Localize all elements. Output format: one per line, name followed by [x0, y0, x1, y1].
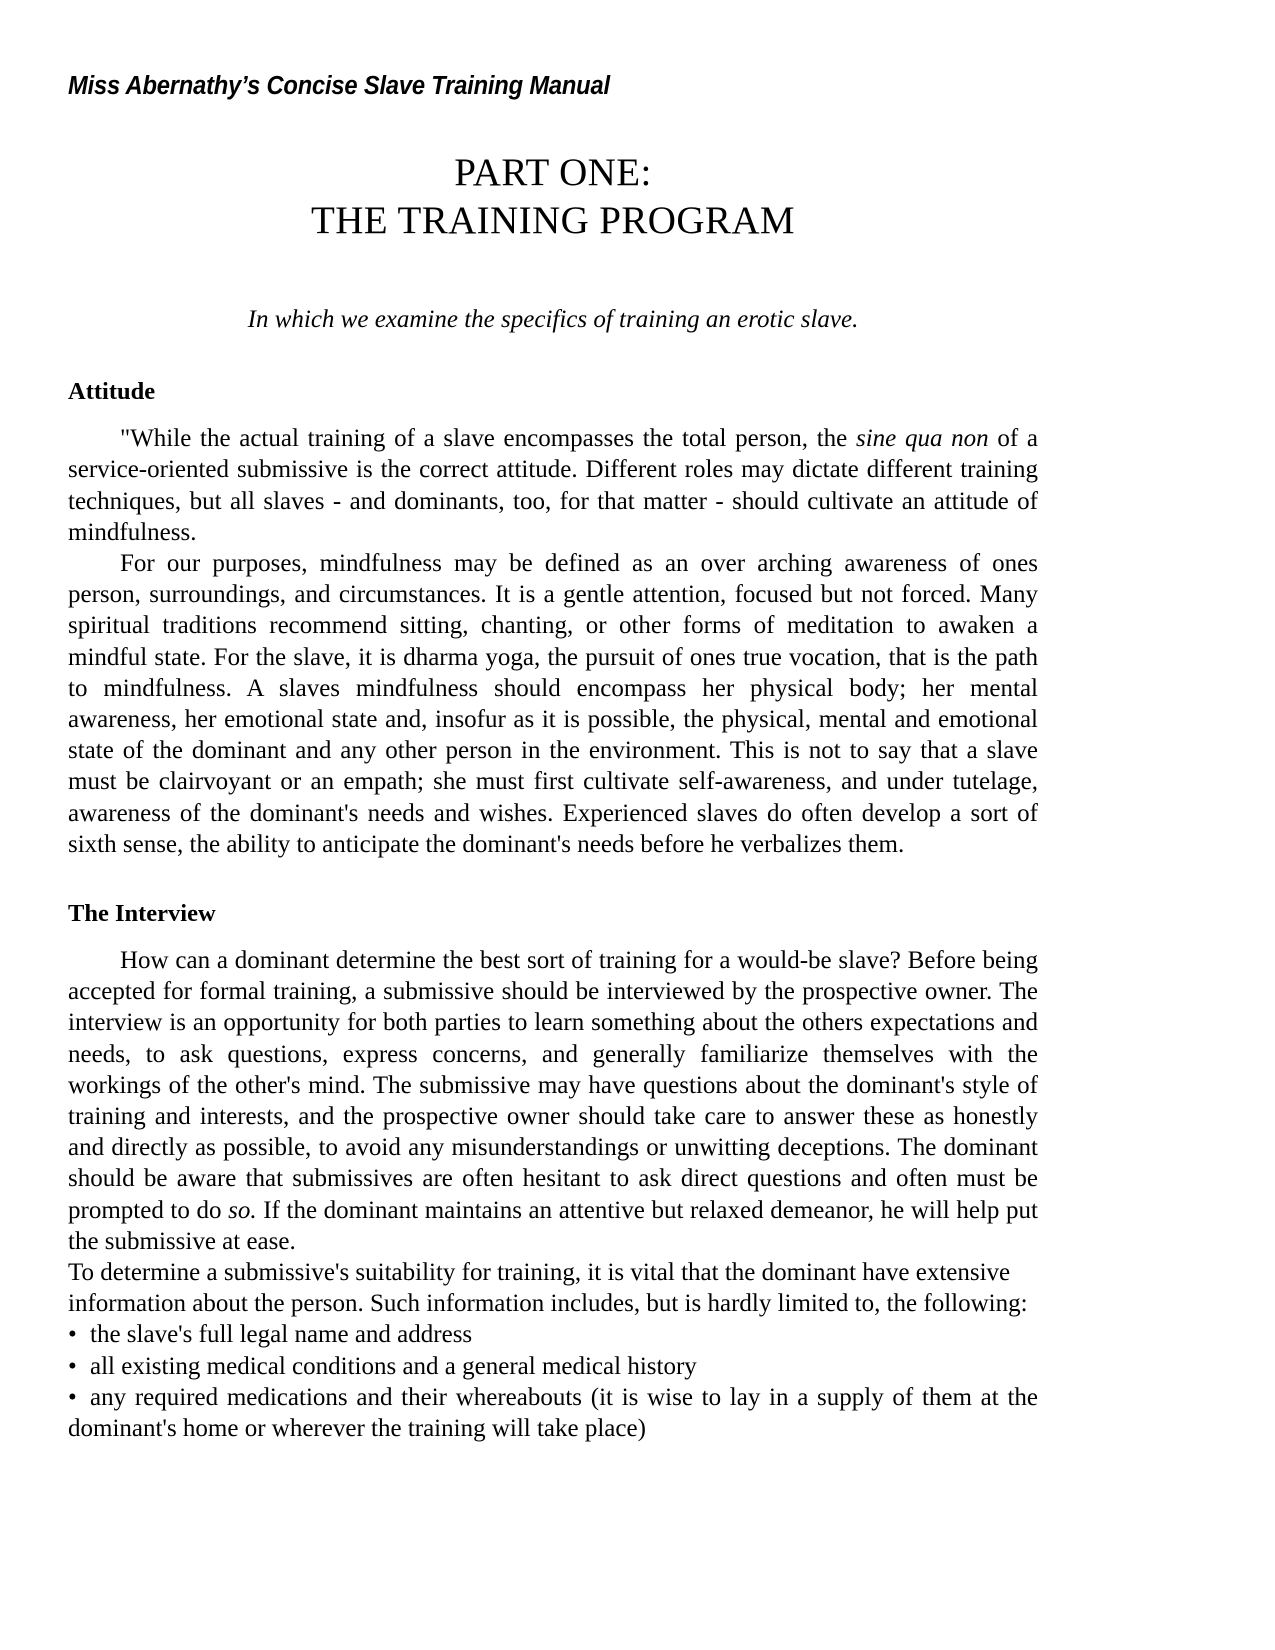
section-body-attitude	[68, 423, 1038, 860]
part-subtitle: In which we examine the specifics of training an erotic slave.	[247, 306, 859, 334]
list-item-label: any required medications and their whereabouts (it is wise to lay in a supply of them at the dominant's home or wherever the training will take place)	[68, 1383, 1038, 1443]
list-item	[68, 1382, 1038, 1444]
list-item-label: all existing medical conditions and a general medical history	[90, 1352, 697, 1380]
list-item	[68, 1351, 1038, 1382]
page-content	[68, 0, 1038, 1444]
paragraph: How can a dominant determine the best sort of training for a would-be slave? Before being accepted for formal training, a submissive should be interviewed by the prospective owner. The interview is an opportunity for both parties to learn something about the others expectations and needs, to ask questions, express concerns, and generally familiarize themselves with the workings of the other's mind. The submissive may have questions about the dominant's style of training and interests, and the prospective owner should take care to answer these as honestly and directly as possible, to avoid any misunderstandings or unwitting deceptions. The dominant should be aware that submissives are often hesitant to ask direct questions and often must be prompted to do so. If the dominant maintains an attentive but relaxed demeanor, he will help put the submissive at ease.	[68, 947, 1038, 1255]
section-body-the-interview	[68, 945, 1038, 1444]
bullet-icon: •	[68, 1352, 77, 1380]
list-item	[68, 1319, 1038, 1350]
paragraph: To determine a submissive's suitability for training, it is vital that the dominant have extensive information about the person. Such information includes, but is hardly limited to, the following:	[68, 1259, 1028, 1318]
bullet-icon: •	[68, 1321, 77, 1349]
running-header: Miss Abernathy’s Concise Slave Training Manual	[68, 72, 610, 100]
part-title-line-2: THE TRAINING PROGRAM	[311, 198, 795, 242]
part-title	[68, 149, 1038, 244]
bullet-icon: •	[68, 1383, 77, 1411]
part-title-line-1: PART ONE:	[454, 151, 652, 194]
section-heading-the-interview: The Interview	[68, 900, 216, 927]
paragraph: "While the actual training of a slave encompasses the total person, the sine qua non of a service-oriented submissive is the correct attitude. Different roles may dictate different training techniques, but all slaves - and dominants, too, for that matter - should cultivate an attitude of mindfulness.	[68, 425, 1038, 546]
paragraph: For our purposes, mindfulness may be defined as an over arching awareness of ones person, surroundings, and circumstances. It is a gentle attention, focused but not forced. Many spiritual traditions recommend sitting, chanting, or other forms of meditation to awaken a mindful state. For the slave, it is dharma yoga, the pursuit of ones true vocation, that is the path to mindfulness. A slaves mindfulness should encompass her physical body; her mental awareness, her emotional state and, insofur as it is possible, the physical, mental and emotional state of the dominant and any other person in the environment. This is not to say that a slave must be clairvoyant or an empath; she must first cultivate self-awareness, and under tutelage, awareness of the dominant's needs and wishes. Experienced slaves do often develop a sort of sixth sense, the ability to anticipate the dominant's needs before he verbalizes them.	[68, 549, 1038, 858]
section-heading-attitude: Attitude	[68, 378, 156, 406]
information-bullet-list	[68, 1319, 1038, 1444]
list-item-label: the slave's full legal name and address	[90, 1321, 473, 1349]
